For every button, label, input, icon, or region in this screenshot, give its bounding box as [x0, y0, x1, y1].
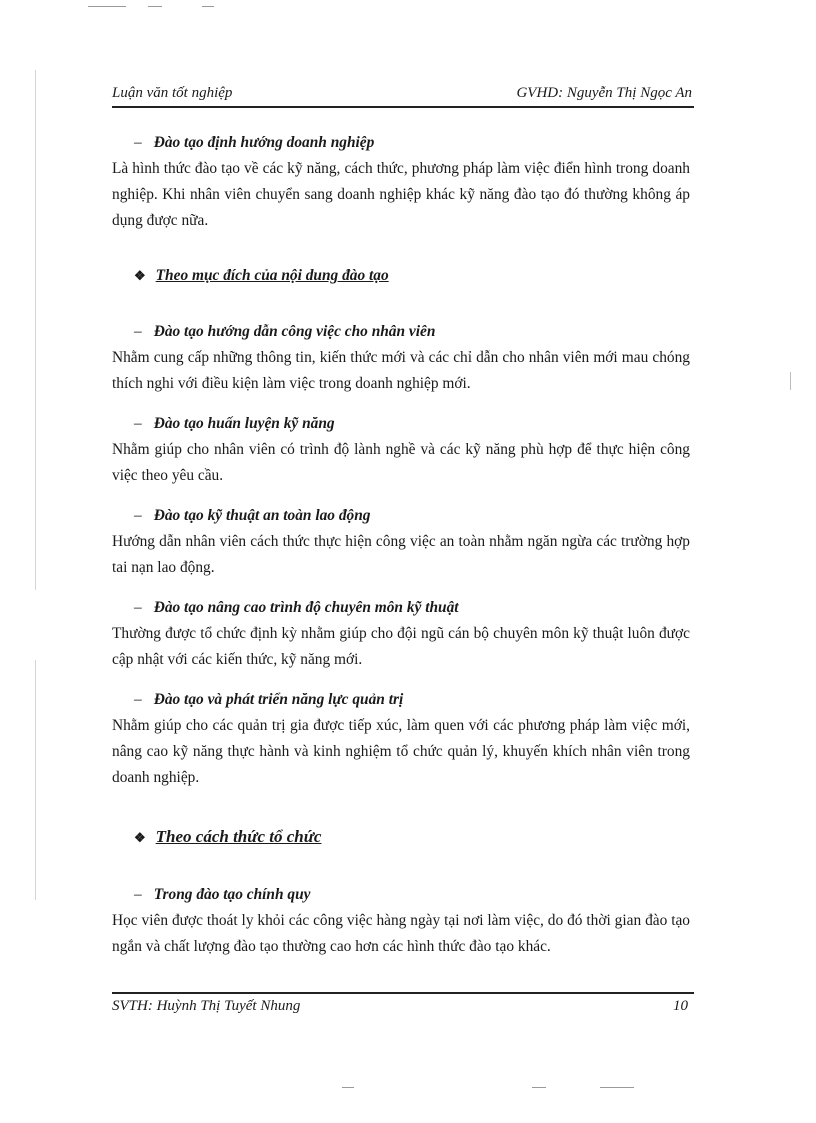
page-body — [112, 130, 690, 960]
diamond-bullet-icon: ❖ — [134, 268, 146, 284]
dash-marker: – — [134, 885, 142, 903]
scan-artifact — [342, 1087, 354, 1088]
subheading-safety: – Đào tạo kỹ thuật an toàn lao động — [134, 506, 371, 524]
scan-artifact — [202, 6, 214, 7]
paragraph-safety: Hướng dẫn nhân viên cách thức thực hiện công việc an toàn nhằm ngăn ngừa các trường hợp tai nạn lao động. — [112, 532, 690, 576]
subheading-skill-training: – Đào tạo huấn luyện kỹ năng — [134, 414, 335, 432]
dash-marker: – — [134, 506, 142, 524]
header-advisor: GVHD: Nguyễn Thị Ngọc An — [516, 85, 692, 101]
subheading-technical: – Đào tạo nâng cao trình độ chuyên môn kỹ thuật — [134, 598, 459, 616]
scan-artifact — [148, 6, 162, 7]
dash-marker: – — [134, 134, 142, 151]
dash-marker: – — [134, 598, 142, 616]
paragraph-technical: Thường được tổ chức định kỳ nhằm giúp cho đội ngũ cán bộ chuyên môn kỹ thuật luôn được cập nhật với các kiến thức, kỹ năng mới. — [112, 624, 690, 668]
scan-artifact — [600, 1087, 634, 1088]
footer-author: SVTH: Huỳnh Thị Tuyết Nhung — [112, 998, 301, 1014]
scan-artifact — [790, 372, 791, 390]
scan-artifact — [35, 660, 36, 900]
subheading-formal-training: – Trong đào tạo chính quy — [134, 885, 311, 903]
dash-marker: – — [134, 414, 142, 432]
page-number: 10 — [673, 998, 688, 1014]
header-divider — [112, 106, 694, 108]
subheading-orientation: – Đào tạo định hướng doanh nghiệp — [134, 134, 375, 151]
paragraph-formal-training: Học viên được thoát ly khỏi các công việc hàng ngày tại nơi làm việc, do đó thời gian đào tạo ngắn và chất lượng đào tạo thường cao hơn các hình thức đào tạo khác. — [112, 911, 690, 955]
dash-marker: – — [134, 322, 142, 340]
diamond-bullet-icon: ❖ — [134, 829, 146, 845]
header-title: Luận văn tốt nghiệp — [112, 85, 233, 101]
section-heading-organization: ❖ Theo cách thức tổ chức — [134, 824, 690, 851]
subheading-management: – Đào tạo và phát triển năng lực quản trị — [134, 690, 404, 708]
subheading-job-guidance: – Đào tạo hướng dẫn công việc cho nhân viên — [134, 322, 436, 340]
paragraph-management: Nhằm giúp cho các quản trị gia được tiếp xúc, làm quen với các phương pháp làm việc mới, nâng cao kỹ năng thực hành và kinh nghiệm tổ chức quản lý, khuyến khích nhân viên trong doanh nghiệp. — [112, 716, 690, 786]
paragraph-job-guidance: Nhằm cung cấp những thông tin, kiến thức mới và các chỉ dẫn cho nhân viên mới mau chóng thích nghi với điều kiện làm việc trong doanh nghiệp mới. — [112, 348, 690, 392]
scan-artifact — [532, 1087, 546, 1088]
dash-marker: – — [134, 690, 142, 708]
paragraph-orientation: Là hình thức đào tạo về các kỹ năng, cách thức, phương pháp làm việc điển hình trong doanh nghiệp. Khi nhân viên chuyển sang doanh nghiệp khác kỹ năng đào tạo đó thường không áp dụng được nữa. — [112, 160, 690, 229]
paragraph-skill-training: Nhằm giúp cho nhân viên có trình độ lành nghề và các kỹ năng phù hợp để thực hiện công việc theo yêu cầu. — [112, 440, 690, 484]
page-header — [112, 85, 692, 107]
scan-artifact — [88, 6, 126, 7]
footer-divider — [112, 992, 694, 994]
scan-artifact — [35, 70, 36, 590]
page-footer — [112, 998, 692, 1020]
section-heading-purpose: ❖ Theo mục đích của nội dung đào tạo — [134, 263, 690, 289]
